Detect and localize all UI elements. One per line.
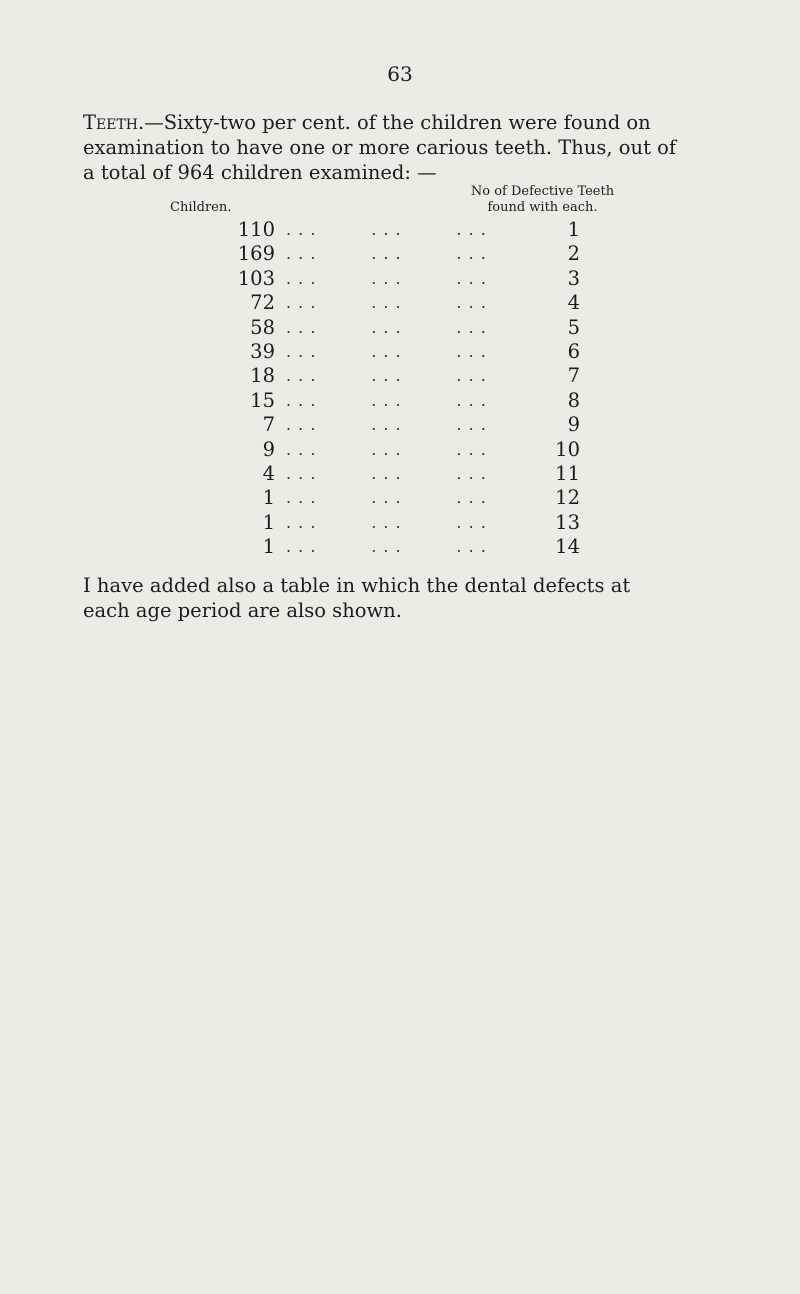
table-row xyxy=(240,316,580,340)
intro-line-1 xyxy=(83,110,723,135)
children-count-cell: 4 xyxy=(262,461,275,485)
children-count-cell: 1 xyxy=(262,486,275,510)
defects-count-cell: 12 xyxy=(555,486,580,510)
table-row xyxy=(240,413,580,437)
defects-header-line-2: found with each. xyxy=(487,200,598,215)
defects-count-cell: 6 xyxy=(567,339,580,363)
children-count-cell: 15 xyxy=(250,388,275,412)
leader-dots: . . . . . . . . . xyxy=(286,463,487,483)
children-count-cell: 110 xyxy=(237,218,275,241)
defects-count-cell: 2 xyxy=(567,242,580,266)
leader-dots: . . . . . . . . . xyxy=(286,366,487,386)
table-row xyxy=(237,242,580,266)
leader-dots: . . . . . . . . . xyxy=(286,220,487,239)
defective-teeth-table xyxy=(237,218,580,559)
children-count-cell: 7 xyxy=(262,413,275,437)
table-row xyxy=(240,340,580,364)
table-row xyxy=(240,389,580,413)
outro-line-2: each age period are also shown. xyxy=(83,599,402,622)
defects-count-cell: 1 xyxy=(567,218,580,241)
defects-count-cell: 3 xyxy=(567,266,580,290)
children-count-cell: 18 xyxy=(250,364,275,388)
leader-dots: . . . . . . . . . xyxy=(286,537,487,557)
table-row xyxy=(240,291,580,315)
intro-line-1-text: —Sixty-two per cent. of the children were found on xyxy=(144,111,651,134)
leader-dots: . . . . . . . . . xyxy=(286,415,487,435)
defects-count-cell: 4 xyxy=(567,291,580,315)
children-count-cell: 169 xyxy=(237,242,275,266)
leader-dots: . . . . . . . . . xyxy=(286,341,487,361)
table-row xyxy=(240,535,580,559)
table-row xyxy=(237,218,580,242)
leader-dots: . . . . . . . . . xyxy=(286,293,487,313)
defects-count-cell: 8 xyxy=(567,388,580,412)
defects-column-header xyxy=(430,184,655,216)
leader-dots: . . . . . . . . . xyxy=(286,488,487,508)
outro-line-1: I have added also a table in which the dental defects at xyxy=(83,574,631,597)
table-row xyxy=(240,364,580,388)
leader-dots: . . . . . . . . . xyxy=(286,268,487,288)
leader-dots: . . . . . . . . . xyxy=(286,317,487,337)
leader-dots: . . . . . . . . . xyxy=(286,244,487,264)
section-heading: Teeth. xyxy=(83,111,145,134)
intro-line-2: examination to have one or more carious teeth. Thus, out of xyxy=(83,136,677,159)
defects-count-cell: 11 xyxy=(555,461,580,485)
table-row xyxy=(240,486,580,510)
children-count-cell: 58 xyxy=(250,315,275,339)
children-count-cell: 39 xyxy=(250,339,275,363)
page-number: 63 xyxy=(387,62,413,86)
children-count-cell: 1 xyxy=(262,535,275,559)
defects-header-line-1: No of Defective Teeth xyxy=(470,184,615,199)
leader-dots: . . . . . . . . . xyxy=(286,512,487,532)
children-column-header: Children. xyxy=(170,200,232,215)
children-count-cell: 103 xyxy=(237,266,275,290)
children-count-cell: 72 xyxy=(250,291,275,315)
leader-dots: . . . . . . . . . xyxy=(286,439,487,459)
defects-count-cell: 14 xyxy=(555,535,580,559)
defects-count-cell: 5 xyxy=(567,315,580,339)
table-row xyxy=(237,266,580,291)
defects-count-cell: 9 xyxy=(567,413,580,437)
intro-line-3: a total of 964 children examined: — xyxy=(83,161,437,184)
children-count-cell: 1 xyxy=(262,510,275,534)
table-row xyxy=(240,438,580,462)
intro-paragraph xyxy=(83,110,723,185)
table-row xyxy=(240,511,580,535)
children-count-cell: 9 xyxy=(262,437,275,461)
outro-paragraph xyxy=(83,573,723,623)
defects-count-cell: 7 xyxy=(567,364,580,388)
table-row xyxy=(240,462,580,486)
defects-count-cell: 13 xyxy=(555,510,580,534)
defects-count-cell: 10 xyxy=(555,437,580,461)
leader-dots: . . . . . . . . . xyxy=(286,390,487,410)
